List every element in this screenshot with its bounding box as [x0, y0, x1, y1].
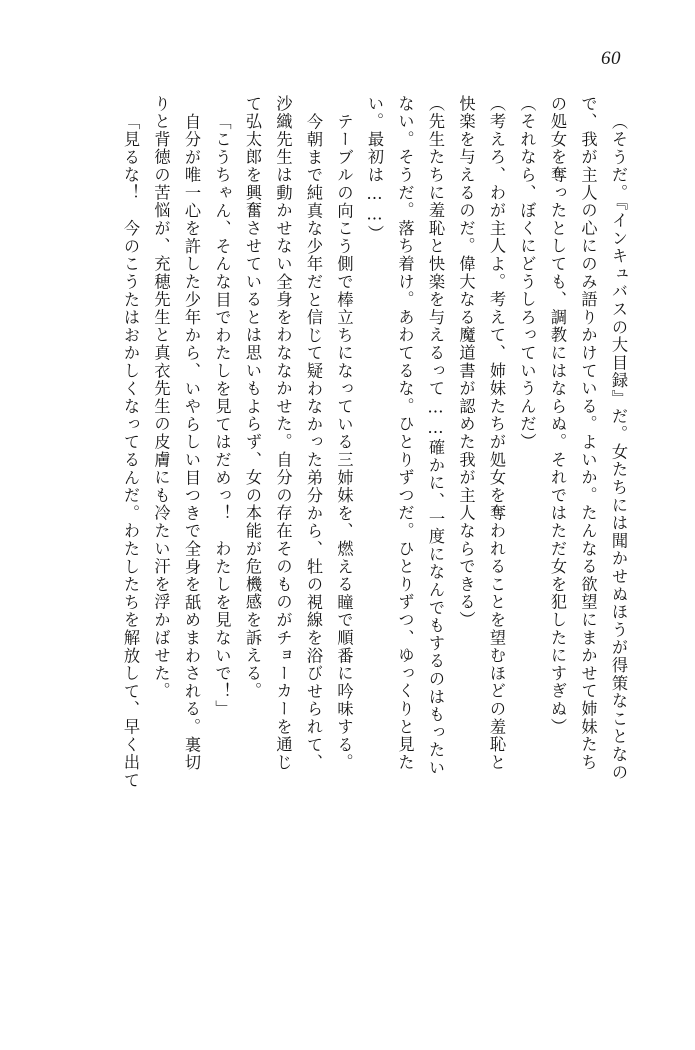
text-line: て弘太郎を興奮させているとは思いもよらず、女の本能が危機感を訴える。: [243, 95, 262, 701]
text-line: 「こうちゃん、そんな目でわたしを見てはだめっ！ わたしを見ないで！」: [212, 113, 232, 719]
text-line: 快楽を与えるのだ。偉大なる魔道書が認めた我が主人ならできる）: [456, 95, 476, 629]
text-line: で、我が主人の心にのみ語りかけている。よいか。たんなる欲望にまかせて姉妹たち: [578, 95, 598, 772]
text-line: （先生たちに羞恥と快楽を与えるって……確かに、一度になんでもするのはもったい: [426, 95, 445, 777]
vertical-text-block: [60, 95, 633, 975]
text-line: （考えろ、わが主人よ。考えて、姉妹たちが処女を奪われることを望むほどの羞恥と: [487, 95, 506, 772]
text-line: テーブルの向こう側で棒立ちになっている三姉妹を、燃える瞳で順番に吟味する。: [334, 113, 354, 772]
text-line: ない。そうだ。落ち着け。あわてるな。ひとりずつだ。ひとりずつ、ゆっくりと見た: [395, 95, 415, 772]
text-line: の処女を奪ったとしても、調教にはならぬ。それではただ女を犯したにすぎぬ）: [548, 95, 567, 736]
text-line: 今朝まで純真な少年だと信じて疑わなかった弟分から、牡の視線を浴びせられて、: [304, 113, 323, 772]
text-line: 「見るな！ 今のこうたはおかしくなってるんだ。わたしたちを解放して、早く出て: [121, 113, 140, 790]
text-line: 沙織先生は動かせない全身をわななかせた。自分の存在そのものがチョーカーを通じ: [273, 95, 293, 772]
page-number: 60: [601, 48, 621, 69]
text-line: 自分が唯一心を許した少年から、いやらしい目つきで全身を舐めまわされる。裏切: [182, 113, 201, 772]
text-line: りと背徳の苦悩が、充穂先生と真衣先生の皮膚にも冷たい汗を浮かばせた。: [151, 95, 171, 701]
text-line: （そうだ。『インキュバスの大目録』だ。女たちには聞かせぬほうが得策なことなの: [609, 113, 628, 782]
text-line: い。最初は……）: [365, 95, 384, 243]
text-line: （それなら、ぼくにどうしろっていうんだ）: [517, 95, 537, 451]
